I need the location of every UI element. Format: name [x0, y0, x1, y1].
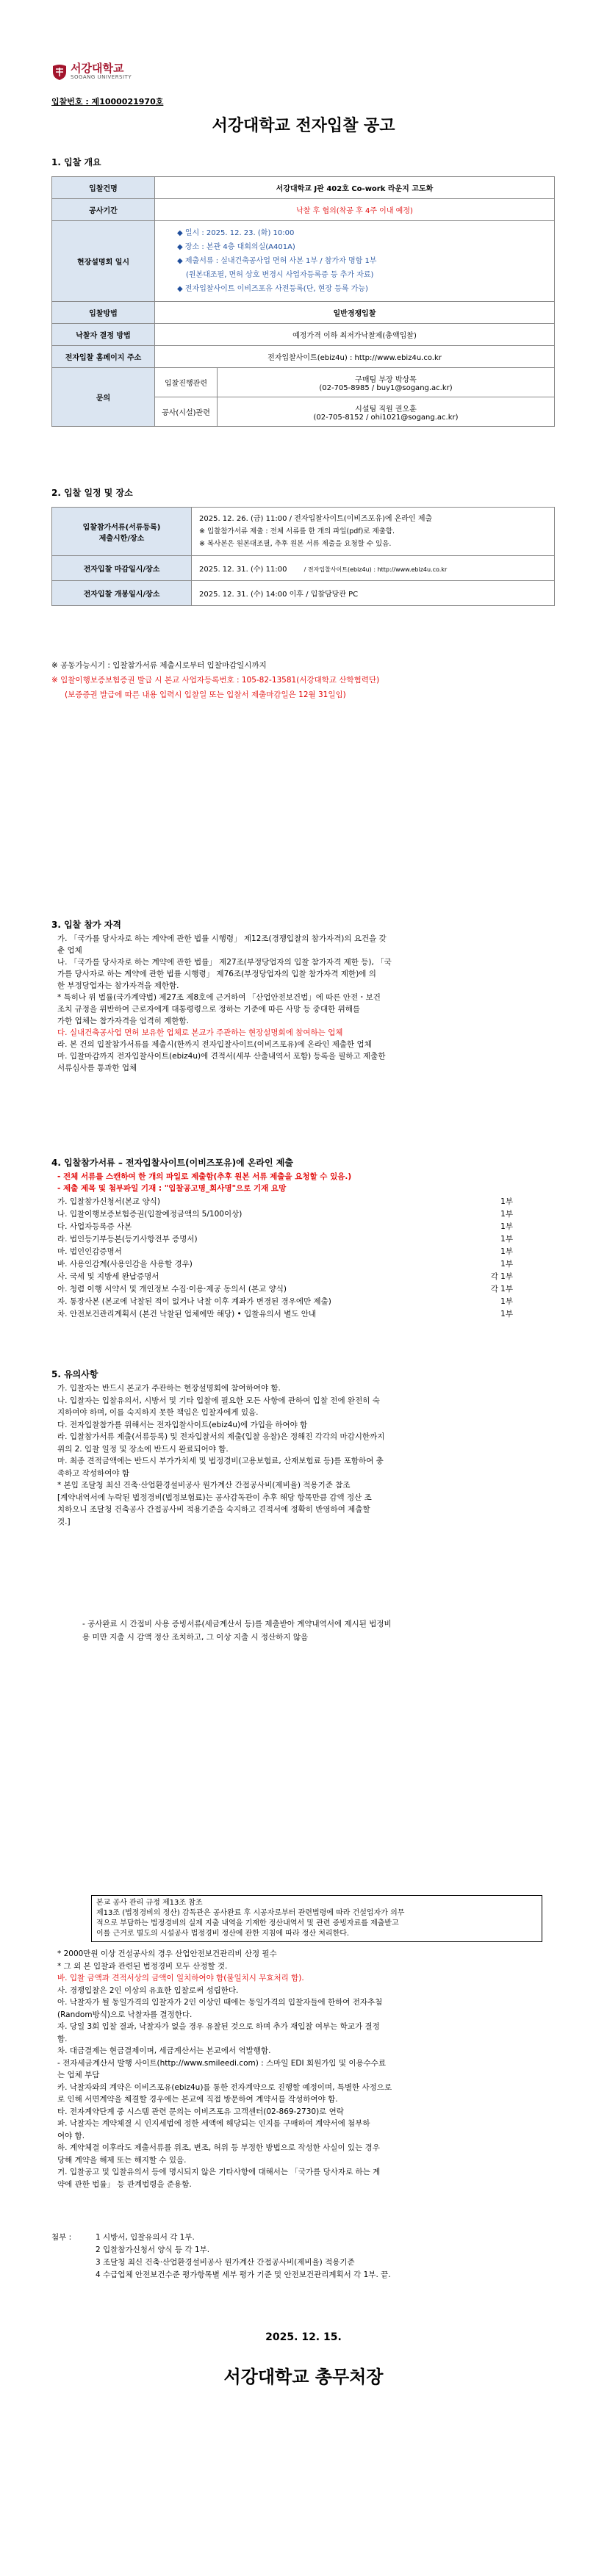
document-item — [57, 1271, 513, 1283]
document-item — [57, 1258, 513, 1271]
caution-line: 카. 낙찰자와의 계약은 이비즈포유(ebiz4u)를 통한 전자계약으로 진행할 예정이며, 특별한 사정으로 — [57, 2082, 392, 2092]
submit-label — [52, 508, 192, 556]
caution-line: 거. 입찰공고 및 입찰유의서 등에 명시되지 않은 기타사항에 대해서는 「국가를 당사자로 하는 계 — [57, 2168, 381, 2176]
site-line: ◆ 일시 : 2025. 12. 23. (화) 10:00 — [177, 229, 295, 237]
bid-number: 입찰번호 : 제1000021970호 — [51, 97, 164, 107]
site-details — [155, 221, 555, 302]
document-qty: 각 1부 — [490, 1272, 513, 1281]
caution-line: 바. 입찰 금액과 견적서상의 금액이 일치하여야 함(불일치시 무효처리 함). — [57, 1974, 304, 1982]
case-label: 입찰건명 — [52, 177, 155, 199]
caution-line: 다. 전자입찰참가를 위해서는 전자입찰사이트(ebiz4u)에 가입을 하여야 함 — [57, 1420, 308, 1429]
upload-notice: - 전체 서류를 스캔하여 한 개의 파일로 제출함(추후 원본 서류 제출을 요청할 수 있음.) — [57, 1172, 352, 1181]
section1-heading: 1. 입찰 개요 — [51, 157, 101, 167]
document-qty: 1부 — [500, 1310, 513, 1318]
document-name: 가. 입찰참가신청서(본교 양식) — [57, 1197, 160, 1206]
decision-label: 낙찰자 결정 방법 — [52, 324, 155, 346]
deadline-value — [192, 556, 555, 581]
document-qty: 1부 — [500, 1297, 513, 1306]
document-item — [57, 1283, 513, 1296]
period-label: 공사기간 — [52, 199, 155, 221]
method-value: 일반경쟁입찰 — [155, 302, 555, 324]
deadline-date: 2025. 12. 31. (수) 11:00 — [199, 566, 287, 574]
notice-date: 2025. 12. 15. — [265, 2331, 342, 2343]
caution-line: 차. 대금결제는 현금결제이며, 세금계산서는 본교에서 역발행함. — [57, 2046, 271, 2055]
method-label: 입찰방법 — [52, 302, 155, 324]
caution-line: - 전자세금계산서 발행 사이트(http://www.smileedi.com) : 스마일 EDI 회원가입 및 이용수수료 — [57, 2058, 387, 2068]
caution-line: [계약내역서에 누락된 법정경비(법정보험료)는 공사감독관이 추후 해당 항목만큼 감액 정산 조 — [57, 1493, 372, 1502]
document-name: 마. 법인인감증명서 — [57, 1247, 122, 1256]
regulation-line: 제13조 (법정경비의 정산) 감독관은 공사완료 후 시공자로부터 관련법령에 따라 건설업자가 의무 — [96, 1909, 405, 1917]
qualification-line: 서류심사를 통과한 업체 — [57, 1064, 137, 1072]
caution-line: * 본입 조달청 최신 건축·산업환경설비공사 원가계산 간접공사비(제비율) 적용기준 참조 — [57, 1481, 351, 1490]
attachments — [51, 2232, 551, 2281]
deadline-place: / 전자입찰사이트(ebiz4u) : http://www.ebiz4u.co.kr — [304, 566, 448, 573]
qualification-line: 나. 「국가를 당사자로 하는 계약에 관한 법률」 제27조(부정당업자의 입찰 참가자격 제한 등), 「국 — [57, 958, 392, 967]
page-title: 서강대학교 전자입찰 공고 — [212, 117, 395, 135]
caution-line: 마. 최종 견적금액에는 반드시 부가가치세 및 법정경비(고용보험료, 산재보험료 등)를 포함하여 충 — [57, 1457, 384, 1465]
caution-line: 치하오니 조달청 건축공사 간접공사비 적용기준을 숙지하고 견적서에 정확히 반영하여 제출할 — [57, 1505, 370, 1514]
document-qty: 1부 — [500, 1260, 513, 1269]
caution-line: 하. 계약체결 이후라도 제출서류를 위조, 변조, 허위 등 부정한 방법으로 작성한 사실이 있는 경우 — [57, 2143, 380, 2152]
contact1-name: 구매팀 부장 박상목 — [355, 375, 417, 384]
document-name: 나. 입찰이행보증보험증권(입찰예정금액의 5/100이상) — [57, 1210, 243, 1219]
regulation-line: 적으로 부담하는 법정경비의 실제 지출 내역을 기재한 정산내역서 및 관련 증빙자료를 제출받고 — [96, 1919, 399, 1927]
document-name: 라. 법인등기부등본(등기사항전부 증명서) — [57, 1235, 198, 1244]
document-name: 차. 안전보건관리계획서 (본건 낙찰된 업체에만 해당) • 입찰유의서 별도 안내 — [57, 1310, 317, 1318]
title-notice: - 제출 제목 및 첨부파일 기재 : "입찰공고명_회사명"으로 기재 요망 — [57, 1184, 287, 1193]
indirect-cost-note: - 공사완료 시 간접비 사용 증빙서류(세금계산서 등)를 제출받아 계약내역서에 제시된 법정비 용 미만 지출 시 감액 정산 조치하고, 그 이상 지출 시 정산하지 않음 — [82, 1620, 392, 1642]
caution-line: 로 인해 서면계약을 체결할 경우에는 본교에 직접 방문하여 계약서를 작성하여야 함. — [57, 2095, 338, 2104]
document-item — [57, 1221, 513, 1233]
document-item — [57, 1308, 513, 1321]
document-name: 아. 청렴 이행 서약서 및 개인정보 수집·이용·제공 동의서 (본교 양식) — [57, 1285, 287, 1294]
university-logo — [51, 63, 132, 81]
caution-line: * 그 외 본 입찰과 관련된 법정경비 모두 산정할 것. — [57, 1961, 228, 1971]
document-qty: 1부 — [500, 1222, 513, 1231]
attachments-label: 첨부 : — [51, 2233, 72, 2242]
site-line: (원본대조필, 면허 상호 변경시 사업자등록증 등 추가 자료) — [186, 271, 374, 279]
qualification-line: 춘 업체 — [57, 946, 82, 955]
section5-heading: 5. 유의사항 — [51, 1369, 98, 1379]
caution-line: 라. 입찰참가서류 제출(서류등록) 및 전자입찰서의 제출(입찰 응찰)은 정해진 각각의 마감시한까지 — [57, 1432, 385, 1441]
section5-items — [57, 1382, 557, 1528]
logo-korean: 서강대학교 — [71, 62, 124, 75]
submit-line: ※ 입찰참가서류 제출 : 전체 서류를 한 개의 파일(pdf)로 제출함. — [199, 527, 395, 535]
caution-line: 위의 2. 입찰 일정 및 장소에 반드시 완료되어야 함. — [57, 1444, 229, 1454]
contact1-label: 입찰진행관련 — [155, 368, 218, 397]
document-qty: 1부 — [500, 1235, 513, 1244]
section5-items2 — [57, 1948, 557, 2190]
document-item — [57, 1196, 513, 1208]
section4-notice — [57, 1171, 557, 1194]
document-item — [57, 1296, 513, 1308]
caution-line: 타. 전자계약단계 중 시스템 관련 문의는 이비즈포유 고객센터(02-869-2730)로 연락 — [57, 2107, 344, 2116]
caution-line: 지하여야 하며, 이를 숙지하지 못한 책임은 입찰자에게 있음. — [57, 1408, 259, 1417]
qualification-line: 조치 규정을 위반하여 근로자에게 대통령령으로 정하는 기준에 따른 사망 등 중대한 위해를 — [57, 1005, 361, 1014]
submit-line: 2025. 12. 26. (금) 11:00 / 전자입찰사이트(이비즈포유)에 온라인 제출 — [199, 515, 433, 523]
contact2-label: 공사(시설)관련 — [155, 397, 218, 427]
submit-label-line: 입찰참가서류(서류등록) — [82, 523, 161, 532]
qualification-line: 가한 업체는 참가자격을 엄격히 제한함. — [57, 1017, 189, 1025]
deadline-label: 전자입찰 마감일시/장소 — [52, 556, 192, 581]
section4-heading: 4. 입찰참가서류 – 전자입찰사이트(이비즈포유)에 온라인 제출 — [51, 1158, 293, 1168]
contact2-phone: (02-705-8152 / ohi1021@sogang.ac.kr) — [313, 413, 459, 422]
qualification-line: 한 부정당업자는 참가자격을 제한함. — [57, 981, 179, 990]
site-line: ◆ 전자입찰사이트 이비즈포유 사전등록(단, 현장 등록 가능) — [177, 285, 368, 293]
attachment-item: 1 시방서, 입찰유의서 각 1부. — [96, 2233, 195, 2242]
attachment-item: 4 수급업체 안전보건수준 평가항목별 세부 평가 기준 및 안전보건관리계획서 각 1부. 끝. — [96, 2270, 391, 2279]
attachment-item: 2 입찰참가신청서 양식 등 각 1부. — [96, 2245, 210, 2254]
submit-label-line: 제출시한/장소 — [98, 534, 145, 543]
document-item — [57, 1246, 513, 1258]
document-name: 다. 사업자등록증 사본 — [57, 1222, 132, 1231]
caution-line: 나. 입찰자는 입찰유의서, 시방서 및 기타 입찰에 필요한 모든 사항에 관하여 입찰 전에 완전히 숙 — [57, 1396, 380, 1405]
qualification-line: 마. 입찰마감까지 전자입찰사이트(ebiz4u)에 견적서(세부 산출내역서 포함) 등록을 필하고 제출한 — [57, 1052, 386, 1061]
document-qty: 1부 — [500, 1247, 513, 1256]
contact2-value — [218, 397, 555, 427]
caution-line: (Random방식)으로 낙찰자를 결정한다. — [57, 2010, 193, 2019]
site-line: ◆ 장소 : 본관 4층 대회의실(A401A) — [177, 243, 295, 251]
note-1: ※ 공동가능시기 : 입찰참가서류 제출시로부터 입찰마감일시까지 — [51, 661, 267, 670]
qualification-line: * 특히나 위 법률(국가계약법) 제27조 제8호에 근거하여 「산업안전보건법」에 따른 안전・보건 — [57, 993, 381, 1002]
submit-value — [192, 508, 555, 556]
note-3: (보증증권 발급에 따른 내용 입력시 입찰일 또는 입찰서 제출마감일은 12월 31일임) — [65, 690, 346, 699]
qualification-line: 가를 당사자로 하는 계약에 관한 법률 시행령」 제76조(부정당업자의 입찰 참가자격 제한)에 의 — [57, 970, 376, 978]
document-qty: 1부 — [500, 1197, 513, 1206]
site-line: ◆ 제출서류 : 실내건축공사업 면허 사본 1부 / 참가자 명함 1부 — [177, 257, 377, 265]
attachment-item: 3 조달청 최신 건축·산업환경설비공사 원가계산 간접공사비(제비율) 적용기준 — [96, 2258, 355, 2267]
regulation-line: 이를 근거로 별도의 시설공사 법정경비 정산에 관한 지침에 따라 정산 처리한다. — [96, 1930, 350, 1938]
qualification-line: 다. 실내건축공사업 면허 보유한 업체로 본교가 주관하는 현장설명회에 참여하는 업체 — [57, 1028, 343, 1037]
caution-line: 당해 계약을 해제 또는 해지할 수 있음. — [57, 2155, 187, 2165]
caution-line: 자. 당일 3회 입찰 결과, 낙찰자가 없을 경우 유찰된 것으로 하며 추가 재입찰 여부는 학교가 결정 — [57, 2022, 380, 2031]
open-label: 전자입찰 개봉일시/장소 — [52, 581, 192, 606]
open-value: 2025. 12. 31. (수) 14:00 이후 / 입찰담당관 PC — [192, 581, 555, 606]
document-qty: 각 1부 — [490, 1285, 513, 1294]
submit-line: ※ 복사본은 원본대조필, 추후 원본 서류 제출을 요청할 수 있음. — [199, 540, 392, 548]
document-item — [57, 1208, 513, 1221]
homepage-value[interactable]: 전자입찰사이트(ebiz4u) : http://www.ebiz4u.co.kr — [155, 346, 555, 368]
decision-value: 예정가격 이하 최저가낙찰제(총액입찰) — [155, 324, 555, 346]
caution-line: 파. 낙찰자는 계약체결 시 인지세법에 정한 세액에 해당되는 인지를 구매하여 계약서에 첨부하 — [57, 2119, 370, 2128]
case-value: 서강대학교 J관 402호 Co-work 라운지 고도화 — [155, 177, 555, 199]
qualification-line: 라. 본 건의 입찰참가서류를 제출시(한까지 전자입찰사이트(이비즈포유)에 온라인 제출한 업체 — [57, 1040, 372, 1049]
logo-english: SOGANG UNIVERSITY — [71, 74, 132, 80]
qualification-line: 가. 「국가를 당사자로 하는 계약에 관한 법률 시행령」 제12조(경쟁입찰의 참가자격)의 요건을 갖 — [57, 934, 387, 943]
sogang-emblem-icon — [51, 63, 68, 81]
contact2-name: 시설팀 직원 권오훈 — [355, 405, 417, 414]
document-item — [57, 1233, 513, 1246]
regulation-box — [91, 1895, 542, 1942]
caution-line: * 2000만원 이상 건설공사의 경우 산업안전보건관리비 산정 필수 — [57, 1949, 277, 1958]
caution-line: 약에 관한 법률」 등 관계법령을 준용함. — [57, 2179, 192, 2189]
section3-heading: 3. 입찰 참가 자격 — [51, 920, 121, 930]
document-qty: 1부 — [500, 1210, 513, 1219]
caution-line: 것.] — [57, 1517, 71, 1526]
contact1-phone: (02-705-8985 / buy1@sogang.ac.kr) — [319, 383, 453, 392]
caution-line: 족하고 작성하여야 함 — [57, 1468, 129, 1478]
document-list — [57, 1196, 513, 1321]
caution-line: 는 업체 부담 — [57, 2071, 100, 2079]
site-label: 현장설명회 일시 — [52, 221, 155, 302]
document-name: 바. 사용인감계(사용인감을 사용할 경우) — [57, 1260, 193, 1269]
caution-line: 아. 낙찰자가 될 동일가격의 입찰자가 2인 이상인 때에는 동일가격의 입찰자들에 한하여 전자추첨 — [57, 1998, 383, 2007]
period-value: 낙찰 후 협의(착공 후 4주 이내 예정) — [155, 199, 555, 221]
regulation-line: 본교 공사 관리 규정 제13조 참조 — [96, 1899, 203, 1907]
contact1-value — [218, 368, 555, 397]
document-name: 자. 통장사본 (본교에 낙찰된 적이 없거나 낙찰 이후 계좌가 변경된 경우에만 제출) — [57, 1297, 331, 1306]
note-2: ※ 입찰이행보증보험증권 발급 시 본교 사업자등록번호 : 105-82-13581(서강대학교 산학협력단) — [51, 676, 380, 685]
section3-items — [57, 933, 557, 1074]
overview-table — [51, 176, 555, 427]
caution-line: 여야 함. — [57, 2131, 85, 2140]
issuer-signature: 서강대학교 총무처장 — [223, 2367, 384, 2387]
caution-line: 함. — [57, 2034, 68, 2043]
section2-heading: 2. 입찰 일정 및 장소 — [51, 488, 133, 498]
document-name: 사. 국세 및 지방세 완납증명서 — [57, 1272, 159, 1281]
contact-label: 문의 — [52, 368, 155, 427]
schedule-table — [51, 507, 555, 606]
homepage-label: 전자입찰 홈페이지 주소 — [52, 346, 155, 368]
caution-line: 사. 경쟁입찰은 2인 이상의 유효한 입찰로써 성립한다. — [57, 1985, 239, 1995]
caution-line: 가. 입찰자는 반드시 본교가 주관하는 현장설명회에 참여하여야 함. — [57, 1384, 281, 1393]
